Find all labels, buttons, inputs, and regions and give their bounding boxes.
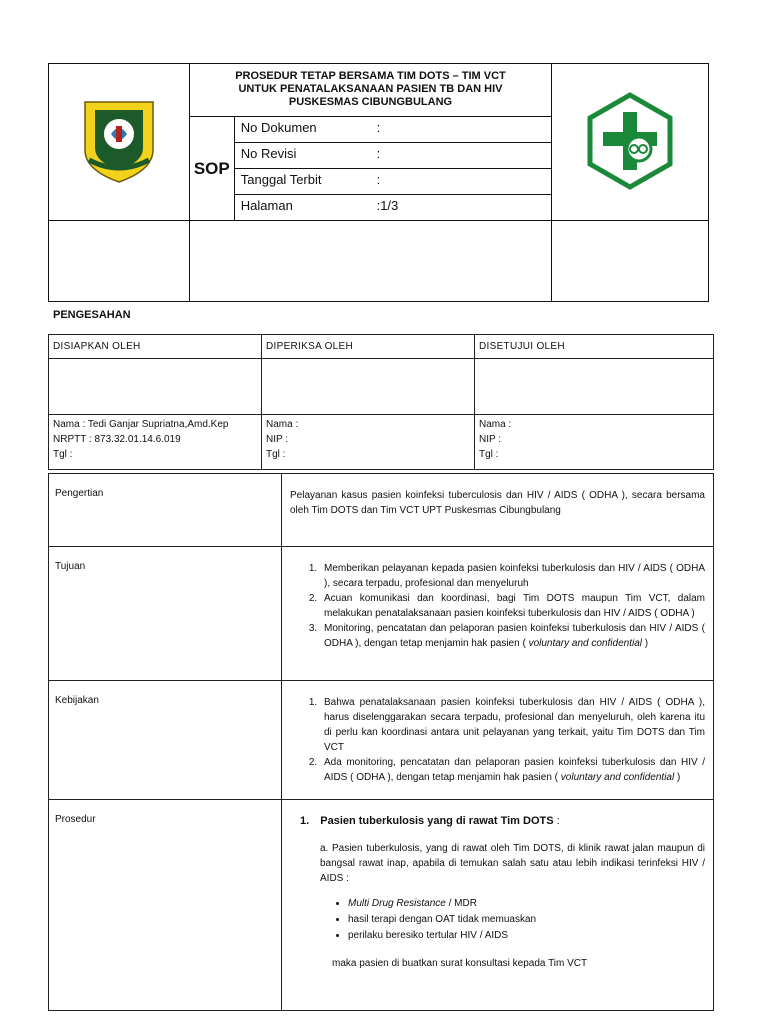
title-line-1: PROSEDUR TETAP BERSAMA TIM DOTS – TIM VCT <box>235 70 506 82</box>
list-item <box>348 896 705 912</box>
approval-info-approved <box>475 415 714 470</box>
approval-line: Nama : Tedi Ganjar Supriatna,Amd.Kep <box>53 419 229 430</box>
title-line-3: PUSKESMAS CIBUNGBULANG <box>288 96 453 108</box>
list-text: Monitoring, pencatatan dan pelaporan pasien koinfeksi tuberkulosis dan HIV / AIDS ( ODHA ), dengan tetap menjamin hak pasien ( <box>324 623 705 649</box>
approval-line: NIP : <box>266 434 289 445</box>
logo-right-cell <box>552 64 709 221</box>
header-table <box>48 63 709 302</box>
approval-line: Tgl : <box>53 449 73 460</box>
meta-label: No Dokumen <box>234 117 376 143</box>
approval-header: DISIAPKAN OLEH <box>49 335 262 359</box>
signature-area <box>262 359 475 415</box>
list-text-italic: voluntary and confidential <box>528 638 642 649</box>
tujuan-body <box>282 547 714 681</box>
meta-value: :1/3 <box>377 195 552 221</box>
indication-list <box>290 896 705 944</box>
section-label: Tujuan <box>49 547 282 681</box>
heading-number: 1. <box>300 815 310 827</box>
approval-info-checked <box>262 415 475 470</box>
list-text: Ada monitoring, pencatatan dan pelaporan pasien koinfeksi tuberkulosis dan HIV / AIDS ( ODHA ), dengan tetap menjamin hak pasien ( <box>324 757 705 783</box>
heading-colon: : <box>553 815 560 827</box>
prosedur-item-a: a. Pasien tuberkulosis, yang di rawat oleh Tim DOTS, di klinik rawat jalan maupun di bangsal rawat inap, apabila di temukan salah satu atau lebih indikasi terinfeksi HIV / AIDS : <box>320 843 705 884</box>
list-item: 1. Memberikan pelayanan kepada pasien koinfeksi tuberkulosis dan HIV / AIDS ( ODHA ), secara terpadu, profesional dan menyeluruh <box>320 561 705 591</box>
list-text-italic: Multi Drug Resistance <box>348 898 446 909</box>
blank-cell <box>49 221 190 302</box>
content-table <box>48 473 714 1011</box>
section-label: Pengertian <box>49 474 282 547</box>
prosedur-closing: maka pasien di buatkan surat konsultasi kepada Tim VCT <box>332 958 588 969</box>
signature-area <box>475 359 714 415</box>
approval-line: NRPTT : 873.32.01.14.6.019 <box>53 434 181 445</box>
approval-header: DIPERIKSA OLEH <box>262 335 475 359</box>
pengertian-text: Pelayanan kasus pasien koinfeksi tuberculosis dan HIV / AIDS ( ODHA ), secara bersama oleh Tim DOTS dan Tim VCT UPT Puskesmas Cibungbulang <box>282 474 714 547</box>
list-item: 2. Acuan komunikasi dan koordinasi, bagi Tim DOTS maupun Tim VCT, dalam melakukan penatalaksanaan pasien koinfeksi tuberkulosis dan HIV / AIDS ( ODHA ) <box>320 591 705 621</box>
signature-area <box>49 359 262 415</box>
approval-line: Nama : <box>266 419 299 430</box>
bogor-regency-emblem-icon <box>81 98 157 184</box>
approval-line: NIP : <box>479 434 502 445</box>
list-text: ) <box>641 638 649 649</box>
list-item: 1. Bahwa penatalaksanaan pasien koinfeksi tuberkulosis dan HIV / AIDS ( ODHA ), harus diselenggarakan secara terpadu, profesional dan menyeluruh, oleh karena itu di perlu kan koordinasi antara unit pelayanan yang terkait, yaitu Tim DOTS dan Tim VCT <box>320 695 705 755</box>
approval-line: Tgl : <box>479 449 499 460</box>
meta-label: No Revisi <box>234 143 376 169</box>
list-item <box>320 755 705 785</box>
list-text-italic: voluntary and confidential <box>560 772 675 783</box>
approval-line: Tgl : <box>266 449 286 460</box>
heading-text: Pasien tuberkulosis yang di rawat Tim DOTS <box>320 815 554 827</box>
tujuan-list <box>290 561 705 651</box>
approval-info-prepared <box>49 415 262 470</box>
section-label: Kebijakan <box>49 681 282 800</box>
pengesahan-heading: PENGESAHAN <box>53 309 131 321</box>
puskesmas-green-cross-icon <box>587 92 673 190</box>
approval-line: Nama : <box>479 419 512 430</box>
document-title <box>189 64 551 117</box>
approval-table <box>48 334 714 470</box>
meta-label: Halaman <box>234 195 376 221</box>
list-item <box>320 621 705 651</box>
meta-value: : <box>377 117 552 143</box>
prosedur-body <box>282 800 714 1011</box>
logo-left-cell <box>49 64 190 221</box>
list-item: • hasil terapi dengan OAT tidak memuaskan <box>348 912 705 928</box>
blank-cell <box>552 221 709 302</box>
approval-header: DISETUJUI OLEH <box>475 335 714 359</box>
section-label: Prosedur <box>49 800 282 1011</box>
list-item: • perilaku beresiko tertular HIV / AIDS <box>348 928 705 944</box>
meta-label: Tanggal Terbit <box>234 169 376 195</box>
list-text: / MDR <box>445 898 477 909</box>
blank-cell <box>189 221 551 302</box>
title-line-2: UNTUK PENATALAKSANAAN PASIEN TB DAN HIV <box>238 83 503 95</box>
list-text: ) <box>674 772 681 783</box>
meta-value: : <box>377 169 552 195</box>
sop-label: SOP <box>189 117 234 221</box>
prosedur-heading <box>290 814 705 829</box>
kebijakan-list <box>290 695 705 785</box>
meta-value: : <box>377 143 552 169</box>
kebijakan-body <box>282 681 714 800</box>
